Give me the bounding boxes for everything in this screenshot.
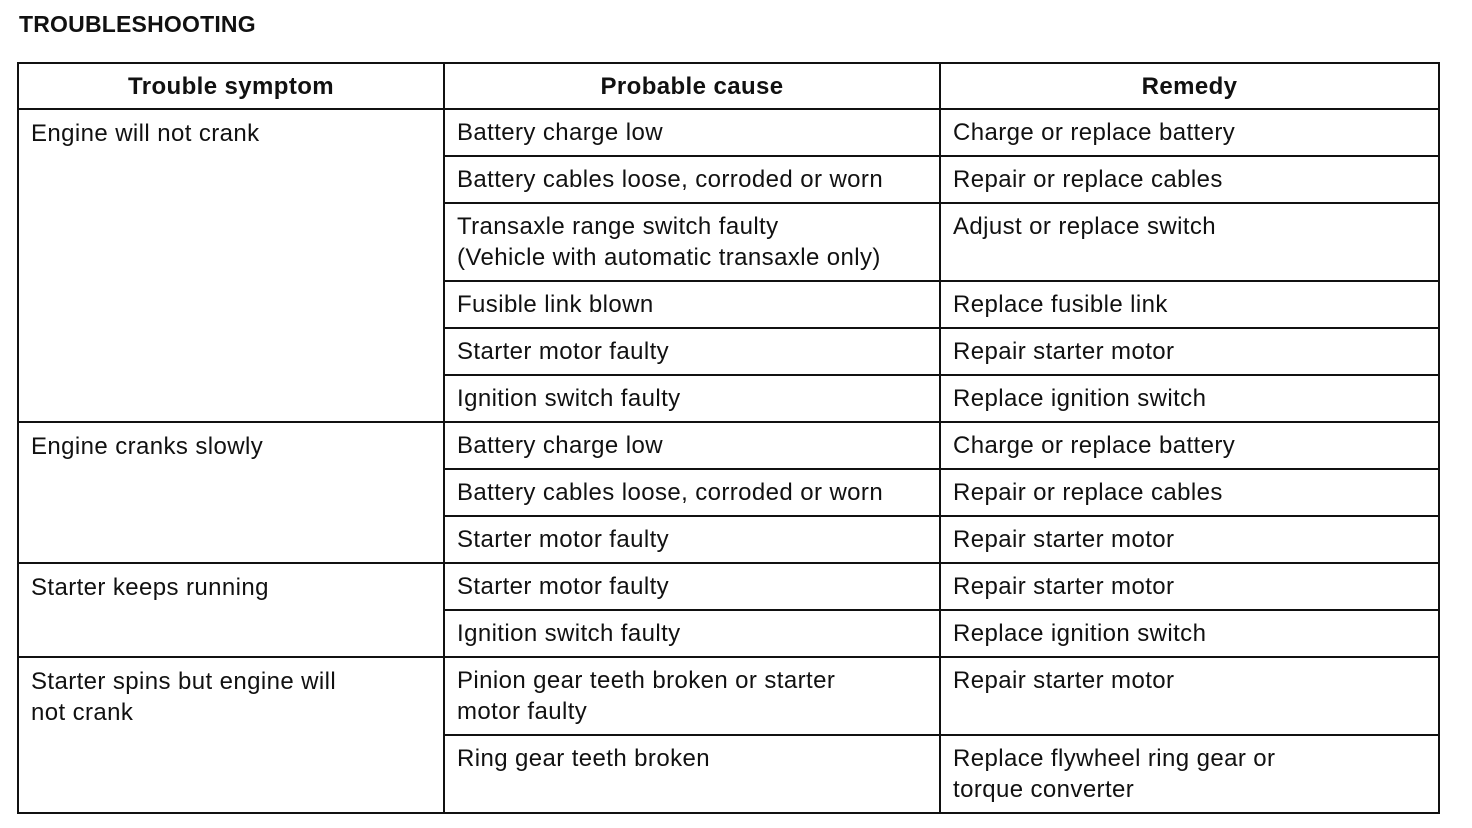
cause-cell: Starter motor faulty — [444, 328, 940, 375]
remedy-cell: Repair starter motor — [940, 563, 1439, 610]
table-header-row — [18, 63, 1439, 109]
remedy-cell: Repair starter motor — [940, 328, 1439, 375]
remedy-cell: Replace ignition switch — [940, 610, 1439, 657]
table-row — [18, 422, 1439, 469]
header-remedy: Remedy — [940, 63, 1439, 109]
remedy-cell: Repair or replace cables — [940, 469, 1439, 516]
table-row — [18, 563, 1439, 610]
remedy-cell: Charge or replace battery — [940, 109, 1439, 156]
cause-cell: Ignition switch faulty — [444, 610, 940, 657]
cause-cell: Battery cables loose, corroded or worn — [444, 156, 940, 203]
cause-cell: Battery charge low — [444, 422, 940, 469]
remedy-cell: Repair starter motor — [940, 516, 1439, 563]
remedy-cell: Replace flywheel ring gear or torque converter — [940, 735, 1439, 813]
table-row — [18, 109, 1439, 156]
cause-cell: Ignition switch faulty — [444, 375, 940, 422]
remedy-cell: Charge or replace battery — [940, 422, 1439, 469]
cause-cell: Fusible link blown — [444, 281, 940, 328]
cause-cell: Battery cables loose, corroded or worn — [444, 469, 940, 516]
cause-cell: Pinion gear teeth broken or starter motor faulty — [444, 657, 940, 735]
troubleshooting-table — [17, 62, 1440, 814]
remedy-cell: Repair or replace cables — [940, 156, 1439, 203]
page-title: TROUBLESHOOTING — [19, 11, 256, 37]
header-trouble-symptom: Trouble symptom — [18, 63, 444, 109]
symptom-cell: Engine will not crank — [18, 109, 444, 422]
header-probable-cause: Probable cause — [444, 63, 940, 109]
remedy-cell: Repair starter motor — [940, 657, 1439, 735]
cause-cell: Starter motor faulty — [444, 563, 940, 610]
cause-cell: Battery charge low — [444, 109, 940, 156]
cause-cell: Starter motor faulty — [444, 516, 940, 563]
remedy-cell: Replace fusible link — [940, 281, 1439, 328]
cause-cell: Ring gear teeth broken — [444, 735, 940, 813]
symptom-cell: Starter spins but engine will not crank — [18, 657, 444, 813]
remedy-cell: Adjust or replace switch — [940, 203, 1439, 281]
table-row — [18, 657, 1439, 735]
cause-cell: Transaxle range switch faulty (Vehicle with automatic transaxle only) — [444, 203, 940, 281]
remedy-cell: Replace ignition switch — [940, 375, 1439, 422]
symptom-cell: Starter keeps running — [18, 563, 444, 657]
symptom-cell: Engine cranks slowly — [18, 422, 444, 563]
